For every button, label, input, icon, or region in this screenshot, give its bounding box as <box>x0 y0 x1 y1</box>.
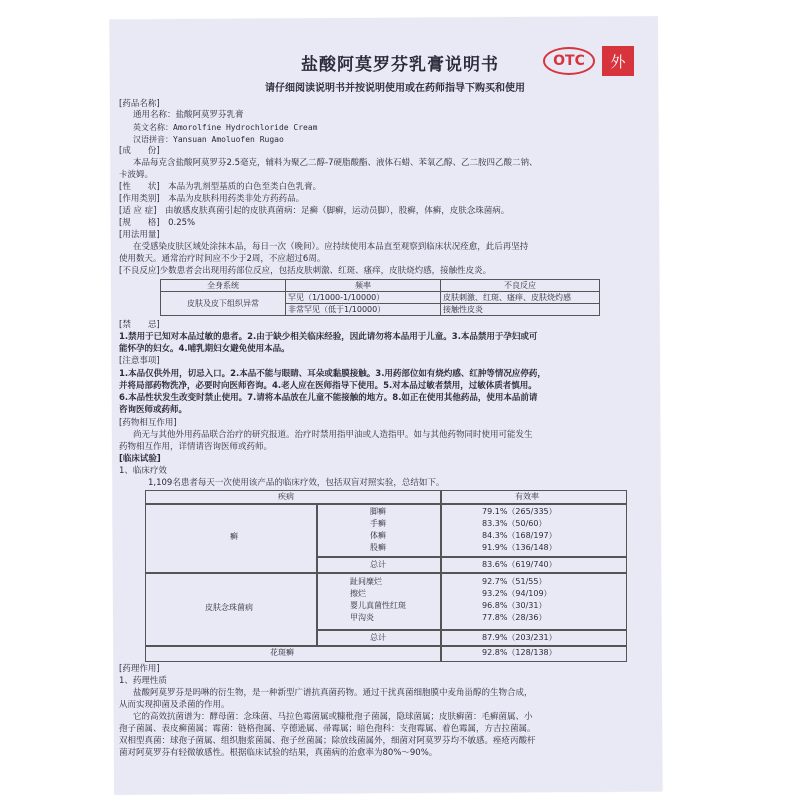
interaction-text-cont: 药物相互作用，详情请咨询医师或药师。 <box>119 442 273 452</box>
disease-name: 手癣 <box>370 519 386 528</box>
precaution-text: 咨询医师或药师。 <box>119 405 188 415</box>
total-rate: 83.6%（619/740） <box>482 560 557 569</box>
pharmacology-text: 菌对阿莫罗芬有轻微敏感性。根据临床试验的结果，真菌病的治愈率为80%～90%。 <box>119 748 438 758</box>
usage-text-cont: 使用数天。通常治疗时间应不少于2周，不应超过6周。 <box>119 254 326 264</box>
adverse-header: [不良反应]少数患者会出现用药部位反应，包括皮肤刺激、红斑、瘙痒，皮肤烧灼感，接触性皮炎。 <box>119 266 492 276</box>
group-tinea: 癣 <box>230 532 238 541</box>
pharmacology-header: [药理作用] <box>119 664 160 674</box>
pharmacology-text: 它的高效抗菌谱为：酵母菌：念珠菌、马拉色霉菌属或糠秕孢子菌属，隐球菌属；皮肤癣菌：毛癣菌属、小 <box>133 712 533 722</box>
interaction-header: [药物相互作用] <box>119 418 177 428</box>
properties: [性 状] 本品为乳剂型基质的白色至类白色乳膏。 <box>119 182 322 192</box>
table-header: 频率 <box>286 280 441 292</box>
efficacy-rate: 84.3%（168/197） <box>482 531 557 540</box>
otc-badge: OTC <box>543 47 595 75</box>
disease-name: 擦烂 <box>350 589 366 598</box>
efficacy-rate: 83.3%（50/60） <box>482 519 547 528</box>
pharmacology-text: 孢子菌属、表皮癣菌属；霉菌：链格孢属、亨德逊属、帚霉属；暗色孢科：支孢霉属、着色霉属，方吉拉菌属。 <box>119 724 536 734</box>
disease-name: 体癣 <box>370 531 386 540</box>
composition-text: 本品每克含盐酸阿莫罗芬2.5毫克，辅料为聚乙二醇-7硬脂酸酯、液体石蜡、苯氧乙醇、乙二胺四乙酸二钠、 <box>133 158 538 168</box>
contraindication-header: [禁 忌] <box>119 320 160 330</box>
table-cell: 接触性皮炎 <box>441 304 600 316</box>
group-candidiasis: 皮肤念珠菌病 <box>205 603 253 612</box>
pharmacology-sub: 1、药理性质 <box>119 676 167 686</box>
category: [作用类别] 本品为皮肤科用药类非处方药药品。 <box>119 194 305 204</box>
disease-name: 股癣 <box>370 543 386 552</box>
efficacy-rate: 96.8%（30/31） <box>482 601 547 610</box>
clinical-trial-header: [临床试验] <box>119 454 161 464</box>
disease-name: 花斑癣 <box>270 648 294 657</box>
contraindication-text-cont: 能怀孕的妇女。4.哺乳期妇女避免使用本品。 <box>119 344 290 354</box>
composition-header: [成 份] <box>119 146 160 156</box>
pharmacology-text: 盐酸阿莫罗芬是吗啉的衍生物，是一种新型广谱抗真菌药物。通过干扰真菌细胞膜中麦角甾醇的生物合成， <box>133 688 533 698</box>
precaution-text: 6.本品性状发生改变时禁止使用。7.请将本品放在儿童不能接触的地方。8.如正在使用其他药品，使用本品前请 <box>119 393 538 403</box>
composition-text-cont: 卡波姆。 <box>119 170 154 180</box>
interaction-text: 尚无与其他外用药品联合治疗的研究报道。治疗时禁用指甲油或人造指甲。如与其他药物同时使用可能发生 <box>133 430 533 440</box>
pharmacology-text: 从而实现抑菌及杀菌的作用。 <box>119 700 230 710</box>
efficacy-rate: 93.2%（94/109） <box>482 589 552 598</box>
specification: [规 格] 0.25% <box>119 218 196 228</box>
total-label: 总计 <box>370 560 386 569</box>
precaution-text: 1.本品仅供外用，切忌入口。2.本品不能与眼睛、耳朵或黏膜接触。3.用药部位如有烧灼感、红肿等情况应停药， <box>119 369 546 379</box>
contraindication-text: 1.禁用于已知对本品过敏的患者。2.由于缺少相关临床经验，因此请勿将本品用于儿童。3.本品禁用于孕妇或可 <box>119 332 538 342</box>
table-cell: 非常罕见（低于1/10000） <box>286 304 441 316</box>
col-disease: 疾病 <box>278 492 294 501</box>
efficacy-rate: 91.9%（136/148） <box>482 543 557 552</box>
col-rate: 有效率 <box>515 492 539 501</box>
efficacy-rate: 92.7%（51/55） <box>482 577 547 586</box>
usage-text: 在受感染皮肤区域处涂抹本品，每日一次（晚间）。应持续使用本品直至观察到临床状况痊愈，此后再坚持 <box>133 242 529 252</box>
efficacy-rate: 92.8%（128/138） <box>482 648 557 657</box>
table-cell: 皮肤及皮下组织异常 <box>161 292 286 316</box>
total-rate: 87.9%（203/231） <box>482 633 557 642</box>
total-label: 总计 <box>370 633 386 642</box>
table-header: 不良反应 <box>441 280 600 292</box>
document-subtitle: 请仔细阅读说明书并按说明使用或在药师指导下购买和使用 <box>265 83 525 94</box>
table-cell: 罕见（1/1000-1/10000） <box>286 292 441 304</box>
table-header: 全身系统 <box>161 280 286 292</box>
clinical-trial-sub: 1、临床疗效 <box>119 466 167 476</box>
generic-name: 通用名称：盐酸阿莫罗芬乳膏 <box>133 110 244 120</box>
document-title: 盐酸阿莫罗芬乳膏说明书 <box>301 55 499 75</box>
english-name: 英文名称：Amorolfine Hydrochloride Cream <box>133 123 318 132</box>
disease-name: 婴儿真菌性红斑 <box>350 601 406 610</box>
disease-name: 趾间糜烂 <box>350 577 382 586</box>
disease-name: 脚癣 <box>370 507 386 516</box>
indication: [适 应 症] 由敏感皮肤真菌引起的皮肤真菌病：足癣（脚癣，运动员脚），股癣，体癣，皮肤念珠菌病。 <box>119 206 510 216</box>
efficacy-rate: 79.1%（265/335） <box>482 507 557 516</box>
external-use-badge: 外 <box>602 46 634 76</box>
adverse-reaction-table <box>160 279 600 316</box>
table-cell: 皮肤刺激、红斑、瘙痒、皮肤烧灼感 <box>441 292 600 304</box>
pharmacology-text: 双相型真菌：球孢子菌属、组织胞浆菌属、孢子丝菌属；除放线菌属外，细菌对阿莫罗芬均不敏感。痤疮丙酸杆 <box>119 736 536 746</box>
disease-name: 甲沟炎 <box>350 613 374 622</box>
usage-header: [用法用量] <box>119 230 160 240</box>
drug-name-header: [药品名称] <box>119 99 160 109</box>
pinyin-name: 汉语拼音：Yansuan Amoluofen Rugao <box>133 135 284 144</box>
precaution-header: [注意事项] <box>119 356 160 366</box>
clinical-trial-intro: 1,109名患者每天一次使用该产品的临床疗效，包括双盲对照实验，总结如下。 <box>148 478 445 488</box>
efficacy-rate: 77.8%（28/36） <box>482 613 547 622</box>
precaution-text: 并将局部药物洗净，必要时向医师咨询。4.老人应在医师指导下使用。5.对本品过敏者禁用，过敏体质者慎用。 <box>119 381 537 391</box>
